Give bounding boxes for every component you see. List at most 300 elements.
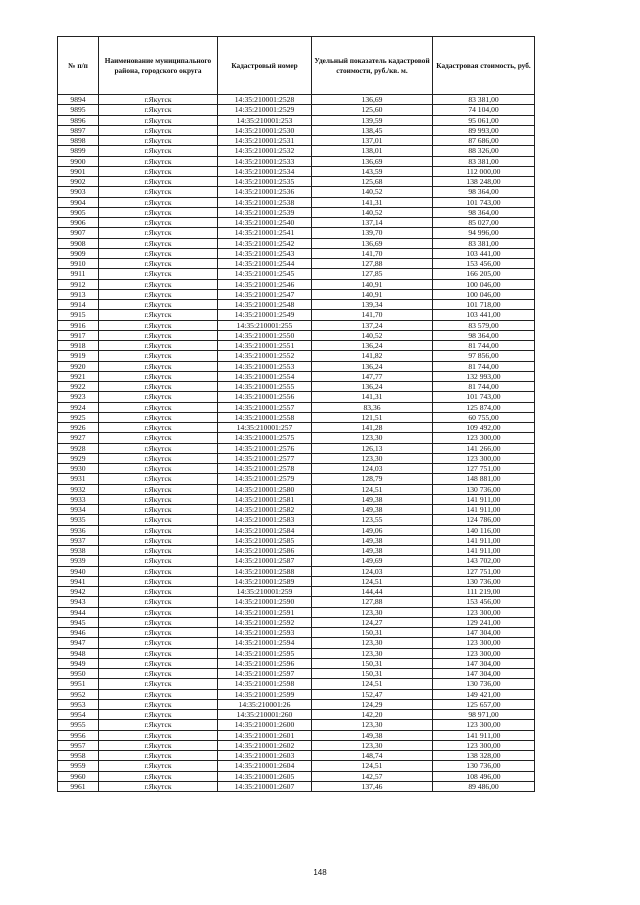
table-row bbox=[58, 761, 535, 771]
row-number-cell: 9899 bbox=[58, 146, 99, 156]
specific-value-cell: 141,82 bbox=[312, 351, 433, 361]
cadastral-number-cell: 14:35:210001:2591 bbox=[218, 607, 312, 617]
row-number-cell: 9921 bbox=[58, 371, 99, 381]
cadastral-cost-cell: 123 300,00 bbox=[433, 638, 535, 648]
row-number-cell: 9952 bbox=[58, 689, 99, 699]
table-row bbox=[58, 310, 535, 320]
table-row bbox=[58, 464, 535, 474]
cadastral-number-cell: 14:35:210001:2605 bbox=[218, 771, 312, 781]
table-row bbox=[58, 371, 535, 381]
district-cell: г.Якутск bbox=[99, 125, 218, 135]
table-row bbox=[58, 382, 535, 392]
cadastral-cost-cell: 127 751,00 bbox=[433, 464, 535, 474]
table-row bbox=[58, 781, 535, 791]
table-row bbox=[58, 515, 535, 525]
table-row bbox=[58, 433, 535, 443]
district-cell: г.Якутск bbox=[99, 433, 218, 443]
cadastral-cost-cell: 138 328,00 bbox=[433, 751, 535, 761]
cadastral-cost-cell: 81 744,00 bbox=[433, 361, 535, 371]
table-row bbox=[58, 259, 535, 269]
row-number-cell: 9961 bbox=[58, 781, 99, 791]
table-row bbox=[58, 146, 535, 156]
district-cell: г.Якутск bbox=[99, 392, 218, 402]
header-row-number: № п/п bbox=[58, 37, 99, 95]
cadastral-number-cell: 14:35:210001:2601 bbox=[218, 730, 312, 740]
cadastral-cost-cell: 130 736,00 bbox=[433, 484, 535, 494]
cadastral-cost-cell: 153 456,00 bbox=[433, 597, 535, 607]
cadastral-number-cell: 14:35:210001:2578 bbox=[218, 464, 312, 474]
cadastral-cost-cell: 88 326,00 bbox=[433, 146, 535, 156]
cadastral-cost-cell: 98 364,00 bbox=[433, 330, 535, 340]
cadastral-cost-cell: 95 061,00 bbox=[433, 115, 535, 125]
row-number-cell: 9950 bbox=[58, 669, 99, 679]
row-number-cell: 9960 bbox=[58, 771, 99, 781]
district-cell: г.Якутск bbox=[99, 95, 218, 105]
cadastral-number-cell: 14:35:210001:2529 bbox=[218, 105, 312, 115]
specific-value-cell: 149,06 bbox=[312, 525, 433, 535]
specific-value-cell: 124,03 bbox=[312, 464, 433, 474]
cadastral-number-cell: 14:35:210001:259 bbox=[218, 587, 312, 597]
specific-value-cell: 149,38 bbox=[312, 535, 433, 545]
specific-value-cell: 138,01 bbox=[312, 146, 433, 156]
table-row bbox=[58, 535, 535, 545]
specific-value-cell: 141,28 bbox=[312, 423, 433, 433]
specific-value-cell: 149,38 bbox=[312, 494, 433, 504]
cadastral-cost-cell: 143 702,00 bbox=[433, 556, 535, 566]
table-row bbox=[58, 218, 535, 228]
cadastral-cost-cell: 101 743,00 bbox=[433, 392, 535, 402]
specific-value-cell: 142,20 bbox=[312, 710, 433, 720]
cadastral-cost-cell: 87 686,00 bbox=[433, 136, 535, 146]
cadastral-cost-cell: 111 219,00 bbox=[433, 587, 535, 597]
district-cell: г.Якутск bbox=[99, 423, 218, 433]
cadastral-cost-cell: 98 364,00 bbox=[433, 207, 535, 217]
header-cadastral-number: Кадастровый номер bbox=[218, 37, 312, 95]
table-row bbox=[58, 679, 535, 689]
cadastral-cost-cell: 97 856,00 bbox=[433, 351, 535, 361]
cadastral-number-cell: 14:35:210001:26 bbox=[218, 699, 312, 709]
cadastral-cost-cell: 100 046,00 bbox=[433, 279, 535, 289]
specific-value-cell: 137,46 bbox=[312, 781, 433, 791]
table-row bbox=[58, 228, 535, 238]
cadastral-number-cell: 14:35:210001:2528 bbox=[218, 95, 312, 105]
district-cell: г.Якутск bbox=[99, 105, 218, 115]
table-row bbox=[58, 587, 535, 597]
district-cell: г.Якутск bbox=[99, 382, 218, 392]
row-number-cell: 9934 bbox=[58, 505, 99, 515]
cadastral-cost-cell: 98 364,00 bbox=[433, 187, 535, 197]
specific-value-cell: 123,30 bbox=[312, 453, 433, 463]
cadastral-cost-cell: 166 205,00 bbox=[433, 269, 535, 279]
row-number-cell: 9919 bbox=[58, 351, 99, 361]
cadastral-cost-cell: 140 116,00 bbox=[433, 525, 535, 535]
specific-value-cell: 128,79 bbox=[312, 474, 433, 484]
table-row bbox=[58, 740, 535, 750]
row-number-cell: 9898 bbox=[58, 136, 99, 146]
district-cell: г.Якутск bbox=[99, 484, 218, 494]
cadastral-number-cell: 14:35:210001:2575 bbox=[218, 433, 312, 443]
specific-value-cell: 147,77 bbox=[312, 371, 433, 381]
cadastral-number-cell: 14:35:210001:2540 bbox=[218, 218, 312, 228]
specific-value-cell: 149,38 bbox=[312, 505, 433, 515]
district-cell: г.Якутск bbox=[99, 740, 218, 750]
district-cell: г.Якутск bbox=[99, 187, 218, 197]
table-row bbox=[58, 453, 535, 463]
row-number-cell: 9917 bbox=[58, 330, 99, 340]
cadastral-cost-cell: 81 744,00 bbox=[433, 341, 535, 351]
table-row bbox=[58, 402, 535, 412]
table-row bbox=[58, 330, 535, 340]
cadastral-cost-cell: 101 743,00 bbox=[433, 197, 535, 207]
cadastral-number-cell: 14:35:210001:2582 bbox=[218, 505, 312, 515]
district-cell: г.Якутск bbox=[99, 136, 218, 146]
district-cell: г.Якутск bbox=[99, 279, 218, 289]
row-number-cell: 9903 bbox=[58, 187, 99, 197]
district-cell: г.Якутск bbox=[99, 689, 218, 699]
cadastral-cost-cell: 101 718,00 bbox=[433, 300, 535, 310]
cadastral-number-cell: 14:35:210001:2543 bbox=[218, 248, 312, 258]
specific-value-cell: 124,51 bbox=[312, 484, 433, 494]
district-cell: г.Якутск bbox=[99, 361, 218, 371]
district-cell: г.Якутск bbox=[99, 238, 218, 248]
table-row bbox=[58, 269, 535, 279]
table-row bbox=[58, 720, 535, 730]
row-number-cell: 9942 bbox=[58, 587, 99, 597]
district-cell: г.Якутск bbox=[99, 771, 218, 781]
cadastral-number-cell: 14:35:210001:2588 bbox=[218, 566, 312, 576]
cadastral-number-cell: 14:35:210001:2602 bbox=[218, 740, 312, 750]
row-number-cell: 9948 bbox=[58, 648, 99, 658]
specific-value-cell: 140,91 bbox=[312, 289, 433, 299]
specific-value-cell: 123,30 bbox=[312, 638, 433, 648]
district-cell: г.Якутск bbox=[99, 156, 218, 166]
cadastral-number-cell: 14:35:210001:2586 bbox=[218, 546, 312, 556]
specific-value-cell: 140,52 bbox=[312, 330, 433, 340]
district-cell: г.Якутск bbox=[99, 300, 218, 310]
specific-value-cell: 123,30 bbox=[312, 607, 433, 617]
cadastral-cost-cell: 108 496,00 bbox=[433, 771, 535, 781]
cadastral-number-cell: 14:35:210001:2546 bbox=[218, 279, 312, 289]
specific-value-cell: 136,69 bbox=[312, 156, 433, 166]
cadastral-number-cell: 14:35:210001:260 bbox=[218, 710, 312, 720]
table-row bbox=[58, 556, 535, 566]
district-cell: г.Якутск bbox=[99, 628, 218, 638]
row-number-cell: 9913 bbox=[58, 289, 99, 299]
cadastral-cost-cell: 81 744,00 bbox=[433, 382, 535, 392]
district-cell: г.Якутск bbox=[99, 341, 218, 351]
table-row bbox=[58, 115, 535, 125]
row-number-cell: 9926 bbox=[58, 423, 99, 433]
specific-value-cell: 123,30 bbox=[312, 648, 433, 658]
row-number-cell: 9907 bbox=[58, 228, 99, 238]
specific-value-cell: 124,03 bbox=[312, 566, 433, 576]
district-cell: г.Якутск bbox=[99, 146, 218, 156]
specific-value-cell: 136,24 bbox=[312, 382, 433, 392]
cadastral-cost-cell: 141 911,00 bbox=[433, 535, 535, 545]
cadastral-cost-cell: 123 300,00 bbox=[433, 607, 535, 617]
cadastral-cost-cell: 124 786,00 bbox=[433, 515, 535, 525]
specific-value-cell: 139,59 bbox=[312, 115, 433, 125]
district-cell: г.Якутск bbox=[99, 699, 218, 709]
cadastral-cost-cell: 123 300,00 bbox=[433, 648, 535, 658]
table-row bbox=[58, 238, 535, 248]
cadastral-number-cell: 14:35:210001:2555 bbox=[218, 382, 312, 392]
specific-value-cell: 124,51 bbox=[312, 576, 433, 586]
table-row bbox=[58, 136, 535, 146]
specific-value-cell: 144,44 bbox=[312, 587, 433, 597]
cadastral-number-cell: 14:35:210001:2584 bbox=[218, 525, 312, 535]
district-cell: г.Якутск bbox=[99, 177, 218, 187]
district-cell: г.Якутск bbox=[99, 648, 218, 658]
table-row bbox=[58, 351, 535, 361]
cadastral-number-cell: 14:35:210001:2595 bbox=[218, 648, 312, 658]
row-number-cell: 9937 bbox=[58, 535, 99, 545]
district-cell: г.Якутск bbox=[99, 228, 218, 238]
table-row bbox=[58, 730, 535, 740]
table-row bbox=[58, 494, 535, 504]
specific-value-cell: 140,91 bbox=[312, 279, 433, 289]
row-number-cell: 9930 bbox=[58, 464, 99, 474]
specific-value-cell: 140,52 bbox=[312, 187, 433, 197]
specific-value-cell: 150,31 bbox=[312, 669, 433, 679]
table-row bbox=[58, 207, 535, 217]
district-cell: г.Якутск bbox=[99, 351, 218, 361]
district-cell: г.Якутск bbox=[99, 310, 218, 320]
row-number-cell: 9902 bbox=[58, 177, 99, 187]
district-cell: г.Якутск bbox=[99, 638, 218, 648]
district-cell: г.Якутск bbox=[99, 218, 218, 228]
row-number-cell: 9938 bbox=[58, 546, 99, 556]
cadastral-number-cell: 14:35:210001:2548 bbox=[218, 300, 312, 310]
table-row bbox=[58, 423, 535, 433]
table-row bbox=[58, 710, 535, 720]
specific-value-cell: 139,70 bbox=[312, 228, 433, 238]
row-number-cell: 9914 bbox=[58, 300, 99, 310]
district-cell: г.Якутск bbox=[99, 720, 218, 730]
row-number-cell: 9928 bbox=[58, 443, 99, 453]
cadastral-number-cell: 14:35:210001:2598 bbox=[218, 679, 312, 689]
district-cell: г.Якутск bbox=[99, 402, 218, 412]
specific-value-cell: 83,36 bbox=[312, 402, 433, 412]
header-district: Наименование муниципального района, городского округа bbox=[99, 37, 218, 95]
cadastral-cost-cell: 130 736,00 bbox=[433, 576, 535, 586]
cadastral-number-cell: 14:35:210001:2603 bbox=[218, 751, 312, 761]
cadastral-cost-cell: 153 456,00 bbox=[433, 259, 535, 269]
table-row bbox=[58, 628, 535, 638]
cadastral-cost-cell: 141 911,00 bbox=[433, 546, 535, 556]
row-number-cell: 9909 bbox=[58, 248, 99, 258]
row-number-cell: 9920 bbox=[58, 361, 99, 371]
table-row bbox=[58, 669, 535, 679]
cadastral-number-cell: 14:35:210001:2558 bbox=[218, 412, 312, 422]
table-row bbox=[58, 751, 535, 761]
cadastral-cost-cell: 129 241,00 bbox=[433, 617, 535, 627]
table-row bbox=[58, 177, 535, 187]
specific-value-cell: 124,27 bbox=[312, 617, 433, 627]
table-row bbox=[58, 197, 535, 207]
cadastral-number-cell: 14:35:210001:2580 bbox=[218, 484, 312, 494]
specific-value-cell: 141,31 bbox=[312, 392, 433, 402]
district-cell: г.Якутск bbox=[99, 443, 218, 453]
cadastral-number-cell: 14:35:210001:2553 bbox=[218, 361, 312, 371]
district-cell: г.Якутск bbox=[99, 494, 218, 504]
cadastral-number-cell: 14:35:210001:2587 bbox=[218, 556, 312, 566]
table-row bbox=[58, 341, 535, 351]
cadastral-cost-cell: 147 304,00 bbox=[433, 669, 535, 679]
cadastral-cost-cell: 60 755,00 bbox=[433, 412, 535, 422]
district-cell: г.Якутск bbox=[99, 597, 218, 607]
cadastral-cost-cell: 132 993,00 bbox=[433, 371, 535, 381]
cadastral-number-cell: 14:35:210001:2545 bbox=[218, 269, 312, 279]
table-row bbox=[58, 658, 535, 668]
cadastral-cost-cell: 109 492,00 bbox=[433, 423, 535, 433]
table-row bbox=[58, 166, 535, 176]
cadastral-number-cell: 14:35:210001:2549 bbox=[218, 310, 312, 320]
row-number-cell: 9953 bbox=[58, 699, 99, 709]
table-row bbox=[58, 505, 535, 515]
district-cell: г.Якутск bbox=[99, 535, 218, 545]
cadastral-cost-cell: 83 381,00 bbox=[433, 95, 535, 105]
district-cell: г.Якутск bbox=[99, 248, 218, 258]
table-row bbox=[58, 289, 535, 299]
table-row bbox=[58, 156, 535, 166]
cadastral-cost-cell: 127 751,00 bbox=[433, 566, 535, 576]
cadastral-number-cell: 14:35:210001:2579 bbox=[218, 474, 312, 484]
cadastral-number-cell: 14:35:210001:257 bbox=[218, 423, 312, 433]
district-cell: г.Якутск bbox=[99, 607, 218, 617]
cadastral-number-cell: 14:35:210001:2533 bbox=[218, 156, 312, 166]
cadastral-cost-cell: 130 736,00 bbox=[433, 761, 535, 771]
cadastral-cost-cell: 112 000,00 bbox=[433, 166, 535, 176]
district-cell: г.Якутск bbox=[99, 751, 218, 761]
row-number-cell: 9956 bbox=[58, 730, 99, 740]
cadastral-cost-cell: 149 421,00 bbox=[433, 689, 535, 699]
cadastral-number-cell: 14:35:210001:2599 bbox=[218, 689, 312, 699]
table-row bbox=[58, 699, 535, 709]
specific-value-cell: 142,57 bbox=[312, 771, 433, 781]
cadastral-cost-cell: 100 046,00 bbox=[433, 289, 535, 299]
cadastral-cost-cell: 141 911,00 bbox=[433, 730, 535, 740]
specific-value-cell: 126,13 bbox=[312, 443, 433, 453]
specific-value-cell: 150,31 bbox=[312, 628, 433, 638]
table-row bbox=[58, 566, 535, 576]
cadastral-number-cell: 14:35:210001:2536 bbox=[218, 187, 312, 197]
cadastral-number-cell: 14:35:210001:2557 bbox=[218, 402, 312, 412]
cadastral-number-cell: 14:35:210001:2589 bbox=[218, 576, 312, 586]
table-row bbox=[58, 95, 535, 105]
district-cell: г.Якутск bbox=[99, 658, 218, 668]
cadastral-cost-cell: 103 441,00 bbox=[433, 248, 535, 258]
row-number-cell: 9904 bbox=[58, 197, 99, 207]
row-number-cell: 9923 bbox=[58, 392, 99, 402]
cadastral-number-cell: 14:35:210001:2544 bbox=[218, 259, 312, 269]
table-row bbox=[58, 638, 535, 648]
specific-value-cell: 137,01 bbox=[312, 136, 433, 146]
cadastral-cost-cell: 147 304,00 bbox=[433, 658, 535, 668]
cadastral-cost-cell: 141 911,00 bbox=[433, 494, 535, 504]
table-row bbox=[58, 443, 535, 453]
specific-value-cell: 141,70 bbox=[312, 248, 433, 258]
cadastral-number-cell: 14:35:210001:2531 bbox=[218, 136, 312, 146]
table-row bbox=[58, 187, 535, 197]
cadastral-cost-cell: 123 300,00 bbox=[433, 453, 535, 463]
table-body bbox=[58, 95, 535, 792]
district-cell: г.Якутск bbox=[99, 781, 218, 791]
cadastral-cost-cell: 85 027,00 bbox=[433, 218, 535, 228]
cadastral-number-cell: 14:35:210001:2530 bbox=[218, 125, 312, 135]
table-row bbox=[58, 412, 535, 422]
table-row bbox=[58, 105, 535, 115]
specific-value-cell: 124,29 bbox=[312, 699, 433, 709]
district-cell: г.Якутск bbox=[99, 453, 218, 463]
specific-value-cell: 127,85 bbox=[312, 269, 433, 279]
row-number-cell: 9951 bbox=[58, 679, 99, 689]
table-row bbox=[58, 484, 535, 494]
table-row bbox=[58, 320, 535, 330]
specific-value-cell: 123,55 bbox=[312, 515, 433, 525]
cadastral-cost-cell: 123 300,00 bbox=[433, 433, 535, 443]
specific-value-cell: 137,24 bbox=[312, 320, 433, 330]
cadastral-cost-cell: 98 971,00 bbox=[433, 710, 535, 720]
cadastral-number-cell: 14:35:210001:253 bbox=[218, 115, 312, 125]
specific-value-cell: 148,74 bbox=[312, 751, 433, 761]
specific-value-cell: 138,45 bbox=[312, 125, 433, 135]
row-number-cell: 9918 bbox=[58, 341, 99, 351]
row-number-cell: 9954 bbox=[58, 710, 99, 720]
table-row bbox=[58, 597, 535, 607]
table-row bbox=[58, 125, 535, 135]
specific-value-cell: 149,38 bbox=[312, 730, 433, 740]
row-number-cell: 9905 bbox=[58, 207, 99, 217]
cadastral-number-cell: 14:35:210001:2552 bbox=[218, 351, 312, 361]
row-number-cell: 9901 bbox=[58, 166, 99, 176]
specific-value-cell: 127,88 bbox=[312, 597, 433, 607]
cadastral-cost-cell: 89 993,00 bbox=[433, 125, 535, 135]
table-row bbox=[58, 361, 535, 371]
table-row bbox=[58, 392, 535, 402]
cadastral-cost-cell: 147 304,00 bbox=[433, 628, 535, 638]
district-cell: г.Якутск bbox=[99, 710, 218, 720]
row-number-cell: 9941 bbox=[58, 576, 99, 586]
specific-value-cell: 127,88 bbox=[312, 259, 433, 269]
cadastral-number-cell: 14:35:210001:2550 bbox=[218, 330, 312, 340]
district-cell: г.Якутск bbox=[99, 505, 218, 515]
row-number-cell: 9933 bbox=[58, 494, 99, 504]
row-number-cell: 9946 bbox=[58, 628, 99, 638]
cadastral-number-cell: 14:35:210001:2594 bbox=[218, 638, 312, 648]
row-number-cell: 9911 bbox=[58, 269, 99, 279]
cadastral-number-cell: 14:35:210001:2592 bbox=[218, 617, 312, 627]
page-number: 148 bbox=[313, 868, 327, 877]
row-number-cell: 9939 bbox=[58, 556, 99, 566]
cadastral-cost-cell: 89 486,00 bbox=[433, 781, 535, 791]
cadastral-cost-cell: 83 579,00 bbox=[433, 320, 535, 330]
row-number-cell: 9945 bbox=[58, 617, 99, 627]
row-number-cell: 9916 bbox=[58, 320, 99, 330]
cadastral-number-cell: 14:35:210001:2556 bbox=[218, 392, 312, 402]
specific-value-cell: 149,69 bbox=[312, 556, 433, 566]
header-specific-value: Удельный показатель кадастровой стоимости, руб./кв. м. bbox=[312, 37, 433, 95]
row-number-cell: 9912 bbox=[58, 279, 99, 289]
specific-value-cell: 149,38 bbox=[312, 546, 433, 556]
row-number-cell: 9958 bbox=[58, 751, 99, 761]
cadastral-cost-cell: 125 657,00 bbox=[433, 699, 535, 709]
specific-value-cell: 152,47 bbox=[312, 689, 433, 699]
district-cell: г.Якутск bbox=[99, 556, 218, 566]
row-number-cell: 9929 bbox=[58, 453, 99, 463]
row-number-cell: 9906 bbox=[58, 218, 99, 228]
row-number-cell: 9910 bbox=[58, 259, 99, 269]
